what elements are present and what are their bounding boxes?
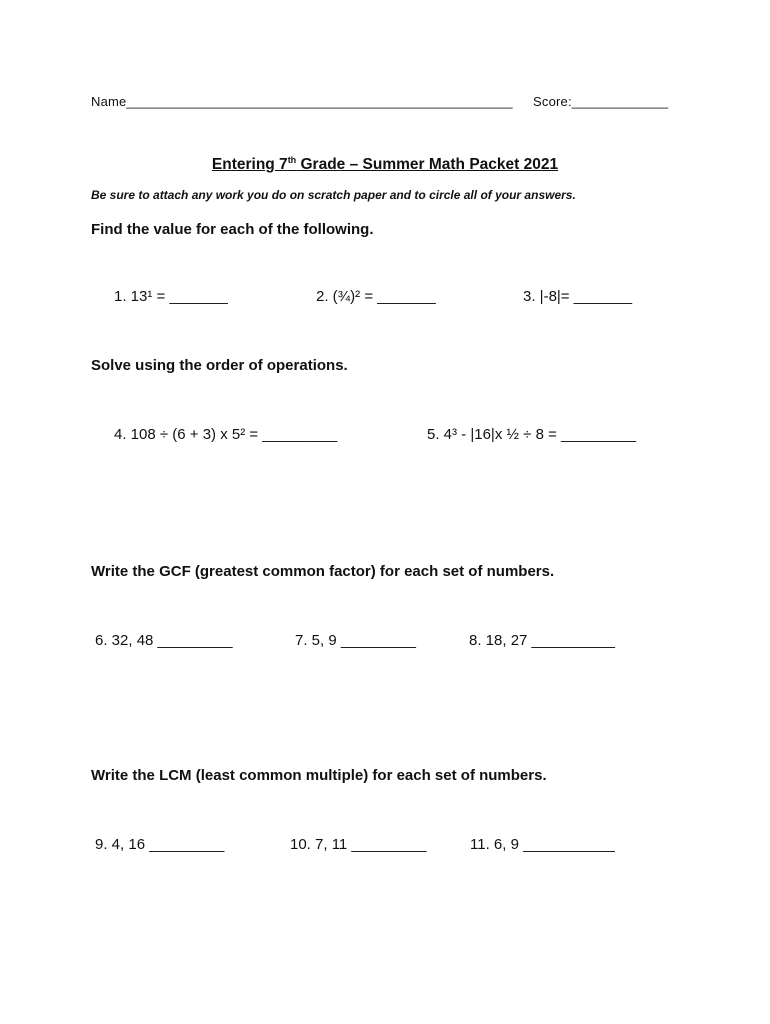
problem-2: 2. (¾)² = _______ bbox=[316, 288, 436, 305]
section-heading-lcm: Write the LCM (least common multiple) for each set of numbers. bbox=[91, 767, 547, 784]
section-heading-find-value: Find the value for each of the following. bbox=[91, 221, 374, 238]
problem-9: 9. 4, 16 _________ bbox=[95, 836, 225, 853]
problem-5: 5. 4³ - |16|x ½ ÷ 8 = _________ bbox=[427, 426, 637, 443]
score-field[interactable]: Score:_____________ bbox=[533, 94, 669, 109]
section-heading-order-of-operations: Solve using the order of operations. bbox=[91, 357, 348, 374]
title-superscript: th bbox=[287, 155, 297, 165]
title-part-1: Entering 7 bbox=[211, 156, 288, 174]
problem-8: 8. 18, 27 __________ bbox=[469, 632, 615, 649]
problem-4: 4. 108 ÷ (6 + 3) x 5² = _________ bbox=[114, 426, 338, 443]
problem-6: 6. 32, 48 _________ bbox=[95, 632, 233, 649]
title-part-2: Grade – Summer Math Packet 2021 bbox=[296, 156, 559, 174]
problem-1: 1. 13¹ = _______ bbox=[114, 288, 228, 305]
instructions: Be sure to attach any work you do on scratch paper and to circle all of your answers. bbox=[91, 188, 576, 202]
problem-11: 11. 6, 9 ___________ bbox=[470, 836, 615, 853]
name-field[interactable]: Name____________________________________________________ bbox=[91, 94, 513, 109]
problem-10: 10. 7, 11 _________ bbox=[290, 836, 427, 853]
problem-7: 7. 5, 9 _________ bbox=[295, 632, 416, 649]
problem-3: 3. |-8|= _______ bbox=[523, 288, 633, 305]
section-heading-gcf: Write the GCF (greatest common factor) for each set of numbers. bbox=[91, 563, 555, 580]
page-title bbox=[0, 155, 770, 174]
